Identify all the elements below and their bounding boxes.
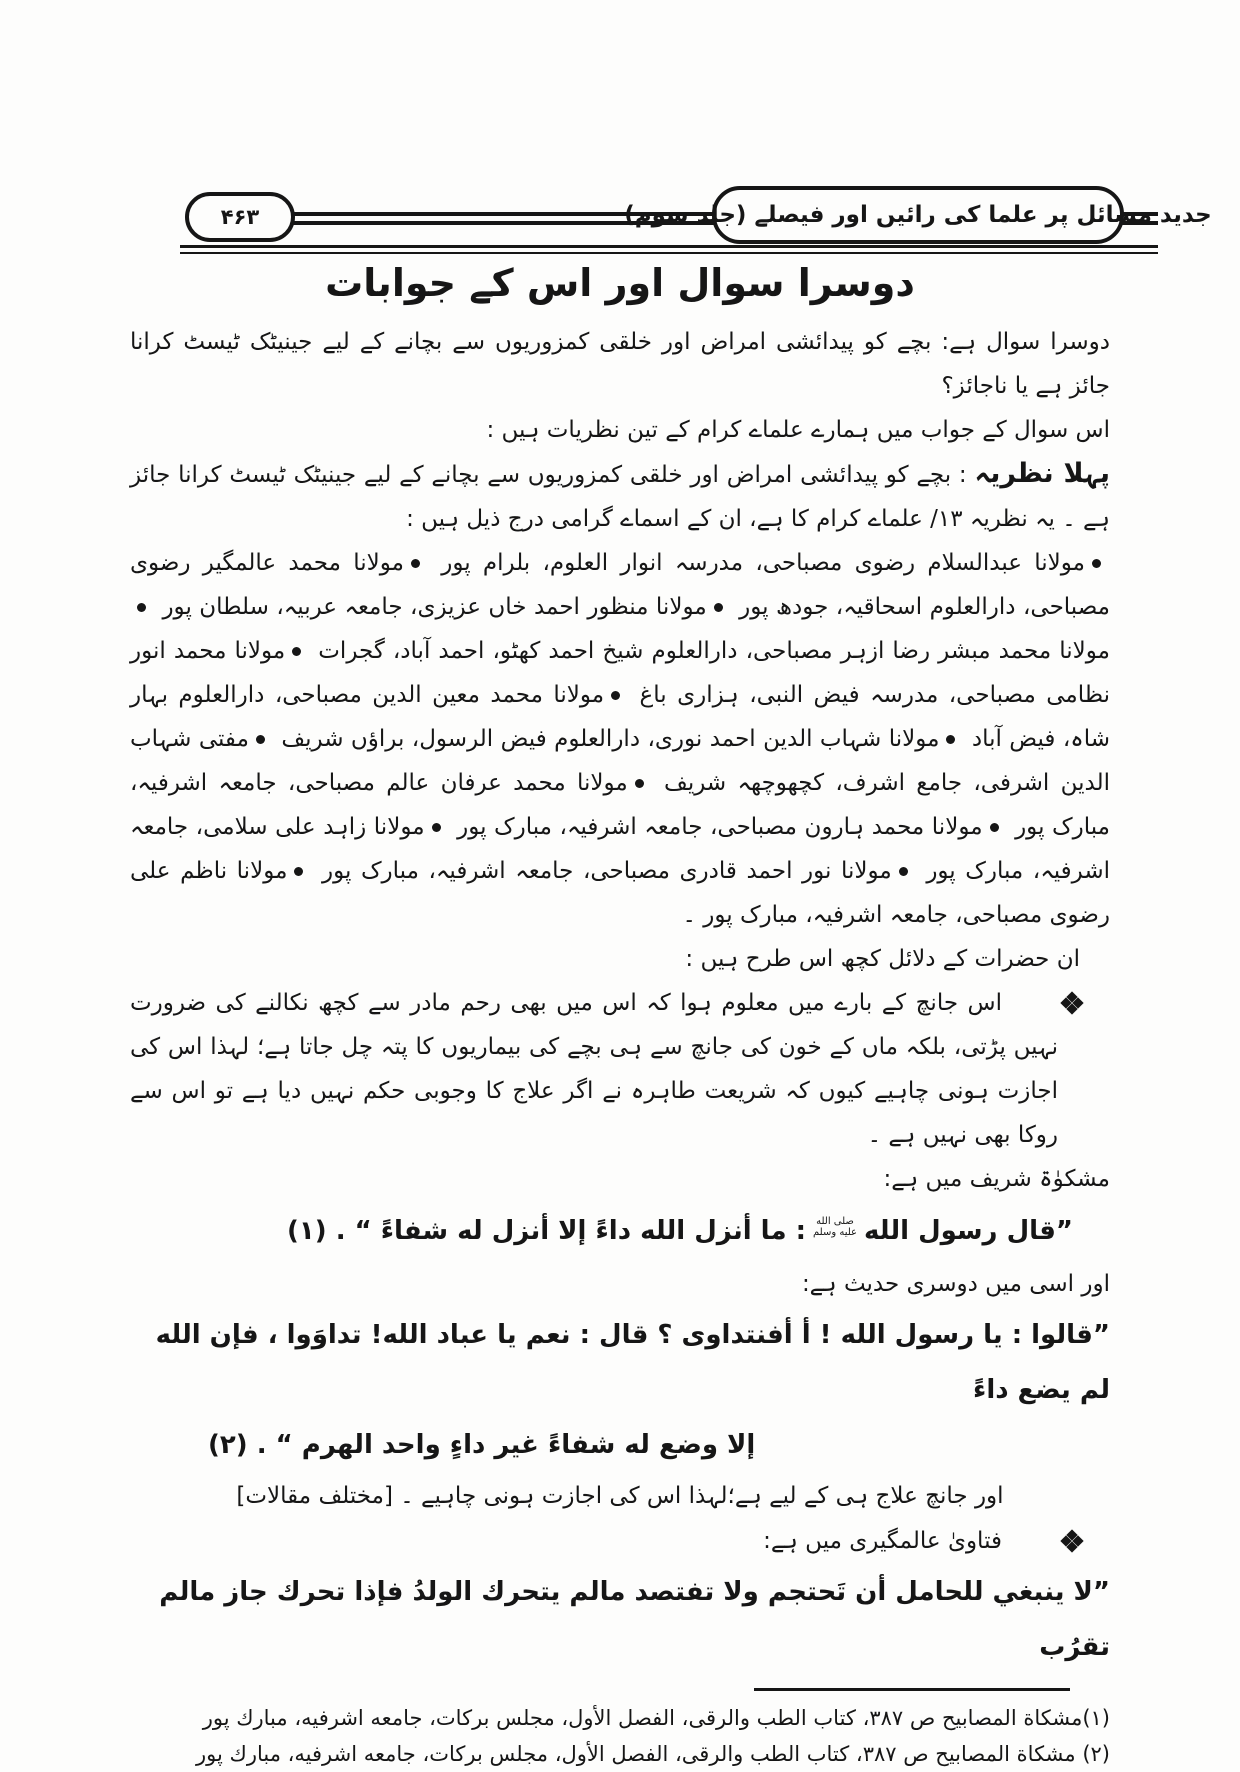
scholar-entry bbox=[450, 814, 1008, 840]
footnote-marker-2: (۲) bbox=[208, 1430, 248, 1461]
mishkat-intro: مشکوٰۃ شریف میں ہے: bbox=[883, 1166, 1110, 1193]
scholar-name: مولانا محمد مبشر رضا ازہر مصباحی، دارالعلوم شیخ احمد کھٹو، احمد آباد، گجرات bbox=[318, 638, 1111, 665]
scholar-name: مولانا نور احمد قادری مصباحی، جامعہ اشرفیہ، مبارک پور bbox=[322, 858, 892, 885]
scholar-entry bbox=[274, 726, 965, 752]
conclusion-line: اور جانچ علاج ہی کے لیے ہے؛لہذا اس کی اجازت ہونی چاہیے ۔ [مختلف مقالات] bbox=[236, 1483, 1004, 1510]
salallahu-alaihi-wasallam-icon: صلى الله عليه وسلم bbox=[813, 1215, 858, 1238]
hadith-quote-2-line2: إلا وضع له شفاءً غير داءٍ واحد الهرم “ . (۲) bbox=[208, 1430, 756, 1461]
footnote: (۲) مشكاة المصابيح ص ۳۸۷، كتاب الطب والرقى، الفصل الأول، مجلس بركات، جامعه اشرفيه، مبارك پور bbox=[196, 1742, 1110, 1767]
bullet-icon bbox=[611, 691, 620, 700]
scholar-name: مفتی شہاب الدین اشرفی، جامع اشرف، کچھوچھہ شریف bbox=[130, 726, 1110, 797]
footnote: (۱)مشكاة المصابيح ص ۳۸۷، كتاب الطب والرقى، الفصل الأول، مجلس بركات، جامعه اشرفيه، مبارك پور bbox=[202, 1706, 1110, 1731]
bullet-icon bbox=[635, 779, 644, 788]
bullet-icon bbox=[294, 867, 303, 876]
scholars-list bbox=[130, 541, 1110, 937]
arguments-intro: ان حضرات کے دلائل کچھ اس طرح ہیں : bbox=[685, 946, 1080, 973]
bullet-icon bbox=[1092, 559, 1101, 568]
book-title: جدید مسائل پر علما کی رائیں اور فیصلے (جلد سوم) bbox=[624, 202, 1212, 228]
scholar-entry bbox=[429, 550, 1110, 576]
scholar-entry bbox=[312, 858, 916, 884]
scholar-name: مولانا منظور احمد خاں عزیزی، جامعہ عربیہ، سلطان پور bbox=[162, 594, 707, 621]
question-paragraph: دوسرا سوال ہے: بچے کو پیدائشی امراض اور خلقی کمزوریوں سے بچانے کے لیے جینیٹک ٹیسٹ کرانا جائز ہے یا ناجائز؟ bbox=[130, 329, 1110, 400]
footnote-separator bbox=[754, 1688, 1070, 1691]
fatawa-intro: فتاویٰ عالمگیری میں ہے: bbox=[130, 1519, 1110, 1563]
hadith1-text-end: : ما أنزل الله داءً إلا أنزل له شفاءً “ . bbox=[335, 1216, 806, 1247]
scholar-name: مولانا عبدالسلام رضوی مصباحی، مدرسہ انوار العلوم، بلرام پور bbox=[441, 550, 1085, 577]
four-diamond-bullet-icon bbox=[1062, 993, 1082, 1013]
first-view-paragraph bbox=[130, 452, 1110, 541]
scholar-name: مولانا محمد معین الدین مصباحی، دارالعلوم بہار شاہ، فیض آباد bbox=[130, 682, 1111, 753]
first-view-text: : بچے کو پیدائشی امراض اور خلقی کمزوریوں سے بچانے کے لیے جینیٹک ٹیسٹ کرانا جائز ہے ۔ یہ نظریہ ۱۳/ علماے کرام کا ہے، ان کے اسماے گرامی درج ذیل ہیں : bbox=[130, 462, 1110, 533]
bullet-icon bbox=[432, 823, 441, 832]
scholar-name: مولانا محمد انور نظامی مصباحی، مدرسہ فیض النبی، ہزاری باغ bbox=[130, 638, 1110, 709]
scholar-name: مولانا محمد ہارون مصباحی، جامعہ اشرفیہ، مبارک پور bbox=[457, 814, 983, 841]
scholar-name: مولانا محمد عالمگیر رضوی مصباحی، دارالعلوم اسحاقیہ، جودھ پور bbox=[130, 550, 1111, 621]
bullet-icon bbox=[946, 735, 955, 744]
bullet-icon bbox=[411, 559, 420, 568]
argument-paragraph bbox=[130, 981, 1110, 1157]
page-number: ۴۶۳ bbox=[220, 205, 260, 229]
hadith1-text-start: ”قال رسول الله bbox=[864, 1216, 1074, 1247]
fatawa-quote: ”لا ينبغي للحامل أن تَحتجم ولا تفتصد مالم يتحرك الولدُ فإذا تحرك جاز مالم تقرُب bbox=[159, 1577, 1110, 1663]
header-divider bbox=[180, 245, 1158, 254]
bullet-icon bbox=[137, 603, 146, 612]
bullet-icon bbox=[256, 735, 265, 744]
argument-text: اس جانچ کے بارے میں معلوم ہوا کہ اس میں بھی رحم مادر سے کچھ نکالنے کی ضرورت نہیں پڑتی، بلکہ ماں کے خون کی جانچ سے ہی بچے کی بیماریوں کا پتہ چل جاتا ہے؛ لہذا اس کی اجازت ہونی چاہیے کیوں کہ شریعت طاہرہ نے اگر علاج کا وجوبی حکم نہیں دیا ہے تو اس سے روکا بھی نہیں ہے ۔ bbox=[130, 990, 1058, 1149]
hadith-quote-1 bbox=[130, 1204, 1110, 1259]
scholar-name: مولانا ناظم علی رضوی مصباحی، جامعہ اشرفیہ، مبارک پور ۔ bbox=[130, 858, 1110, 929]
bullet-icon bbox=[990, 823, 999, 832]
footnotes bbox=[130, 1700, 1110, 1772]
page-content bbox=[130, 258, 1110, 1772]
first-view-label: پہلا نظریہ bbox=[974, 458, 1110, 490]
page-number-badge bbox=[185, 192, 295, 242]
bullet-icon bbox=[292, 647, 301, 656]
scholar-entry bbox=[155, 594, 732, 620]
scholar-name: مولانا شہاب الدین احمد نوری، دارالعلوم فیض الرسول، براؤں شریف bbox=[281, 726, 940, 753]
second-hadith-intro: اور اسی میں دوسری حدیث ہے: bbox=[801, 1271, 1110, 1298]
bullet-icon bbox=[899, 867, 908, 876]
bullet-icon bbox=[714, 603, 723, 612]
book-title-badge bbox=[624, 186, 1212, 244]
hadith-quote-2-line1: ”قالوا : يا رسول الله ! أ أفنتداوى ؟ قال : نعم يا عباد الله! تداوَوا ، فإن الله لم يضع داءً bbox=[155, 1320, 1110, 1406]
four-diamond-bullet-icon bbox=[1062, 1531, 1082, 1551]
footnote-marker-1: (۱) bbox=[286, 1216, 327, 1247]
scholar-name: مولانا محمد عرفان عالم مصباحی، جامعہ اشرفیہ، مبارک پور bbox=[130, 770, 1110, 841]
answer-note: اس سوال کے جواب میں ہمارے علماے کرام کے تین نظریات ہیں : bbox=[486, 417, 1110, 444]
section-heading: دوسرا سوال اور اس کے جوابات bbox=[325, 261, 915, 305]
scholar-name: مولانا زاہد علی سلامی، جامعہ اشرفیہ، مبارک پور bbox=[130, 814, 1110, 885]
